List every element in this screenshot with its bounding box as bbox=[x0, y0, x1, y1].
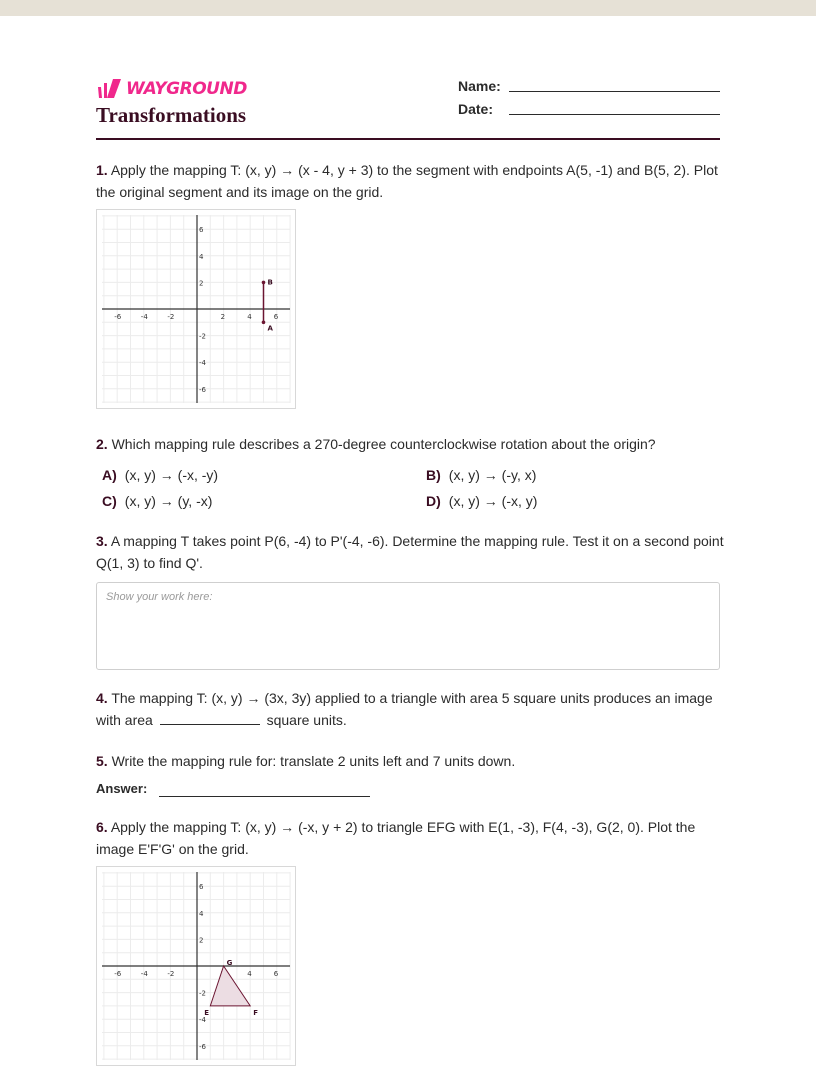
point-a bbox=[262, 321, 266, 325]
y-tick-label: 4 bbox=[199, 909, 204, 918]
grid-1-svg[interactable] bbox=[97, 210, 295, 408]
area-answer-blank[interactable] bbox=[160, 710, 260, 725]
y-tick-label: 6 bbox=[199, 883, 204, 892]
point-label: A bbox=[267, 324, 273, 333]
option-text: (x, y) → (-x, -y) bbox=[124, 467, 219, 483]
option-b[interactable] bbox=[426, 467, 536, 483]
option-letter: C) bbox=[102, 493, 117, 509]
option-a[interactable] bbox=[102, 467, 218, 483]
wayground-logo-icon bbox=[96, 79, 122, 99]
brand-logo bbox=[96, 79, 247, 99]
question-6 bbox=[96, 816, 726, 860]
question-number: 2. bbox=[96, 436, 108, 452]
point-b bbox=[262, 281, 266, 285]
grid-2-svg[interactable] bbox=[97, 867, 295, 1065]
question-number: 4. bbox=[96, 690, 108, 706]
question-number: 6. bbox=[96, 819, 108, 835]
x-tick-label: -4 bbox=[140, 970, 148, 978]
option-letter: B) bbox=[426, 467, 441, 483]
question-2 bbox=[96, 433, 726, 455]
coordinate-grid-2[interactable] bbox=[96, 866, 296, 1066]
x-tick-label: 2 bbox=[220, 313, 226, 321]
question-text: Write the mapping rule for: translate 2 units left and 7 units down. bbox=[111, 753, 516, 769]
option-text: (x, y) → (y, -x) bbox=[124, 493, 213, 509]
y-tick-label: 4 bbox=[199, 252, 204, 261]
question-text: Apply the mapping T: (x, y) → (-x, y + 2) to triangle EFG with E(1, -3), F(4, -3), G(2, 0). Plot the image E'F'G' on the grid. bbox=[96, 819, 696, 857]
question-3 bbox=[96, 530, 726, 574]
answer-label: Answer: bbox=[96, 781, 148, 796]
y-tick-label: 2 bbox=[199, 936, 204, 945]
question-text-end: square units. bbox=[266, 712, 347, 728]
question-text: Apply the mapping T: (x, y) → (x - 4, y + 3) to the segment with endpoints A(5, -1) and B(5, 2). Plot the original segment and its image on the grid. bbox=[96, 162, 718, 200]
point-label: B bbox=[267, 278, 273, 287]
name-field[interactable] bbox=[509, 91, 720, 92]
question-text: The mapping T: (x, y) → (3x, 3y) applied to a triangle with area 5 square units produces an image with area bbox=[96, 690, 713, 728]
y-tick-label: 2 bbox=[199, 279, 204, 288]
option-letter: A) bbox=[102, 467, 117, 483]
y-tick-label: 6 bbox=[199, 226, 204, 235]
option-c[interactable] bbox=[102, 493, 212, 509]
option-letter: D) bbox=[426, 493, 441, 509]
y-tick-label: -4 bbox=[199, 1016, 206, 1025]
x-tick-label: 4 bbox=[247, 970, 252, 978]
name-label: Name: bbox=[458, 78, 501, 94]
point-label: F bbox=[253, 1008, 258, 1017]
date-field[interactable] bbox=[509, 114, 720, 115]
x-tick-label: -6 bbox=[114, 313, 122, 321]
answer-field[interactable] bbox=[159, 796, 370, 797]
question-text: Which mapping rule describes a 270-degree counterclockwise rotation about the origin? bbox=[111, 436, 656, 452]
y-tick-label: -2 bbox=[199, 989, 206, 998]
x-tick-label: -6 bbox=[114, 970, 122, 978]
point-label: G bbox=[226, 959, 233, 967]
top-bar bbox=[0, 0, 816, 16]
y-tick-label: -2 bbox=[199, 332, 206, 341]
y-tick-label: -4 bbox=[199, 359, 206, 368]
question-number: 3. bbox=[96, 533, 108, 549]
x-tick-label: -2 bbox=[167, 313, 175, 321]
question-4 bbox=[96, 687, 726, 731]
question-1 bbox=[96, 159, 726, 203]
brand-name: WAYGROUND bbox=[126, 79, 247, 99]
x-tick-label: 6 bbox=[273, 970, 279, 978]
option-text: (x, y) → (-y, x) bbox=[448, 467, 537, 483]
date-label: Date: bbox=[458, 101, 494, 117]
option-d[interactable] bbox=[426, 493, 537, 509]
y-tick-label: -6 bbox=[199, 385, 206, 394]
triangle-efg bbox=[210, 966, 250, 1006]
y-tick-label: -6 bbox=[199, 1042, 206, 1051]
point-label: E bbox=[204, 1008, 210, 1017]
x-tick-label: 4 bbox=[247, 313, 252, 321]
x-tick-label: -2 bbox=[167, 970, 175, 978]
x-tick-label: -4 bbox=[140, 313, 148, 321]
question-number: 5. bbox=[96, 753, 108, 769]
work-area[interactable] bbox=[96, 582, 720, 670]
x-tick-label: 6 bbox=[273, 313, 279, 321]
option-text: (x, y) → (-x, y) bbox=[448, 493, 538, 509]
work-area-placeholder: Show your work here: bbox=[106, 591, 213, 603]
question-text: A mapping T takes point P(6, -4) to P'(-4, -6). Determine the mapping rule. Test it on a second point Q(1, 3) to find Q'. bbox=[96, 533, 724, 571]
header-divider bbox=[96, 138, 720, 140]
question-5 bbox=[96, 750, 726, 772]
question-number: 1. bbox=[96, 162, 108, 178]
coordinate-grid-1[interactable] bbox=[96, 209, 296, 409]
worksheet-title: Transformations bbox=[96, 103, 247, 127]
